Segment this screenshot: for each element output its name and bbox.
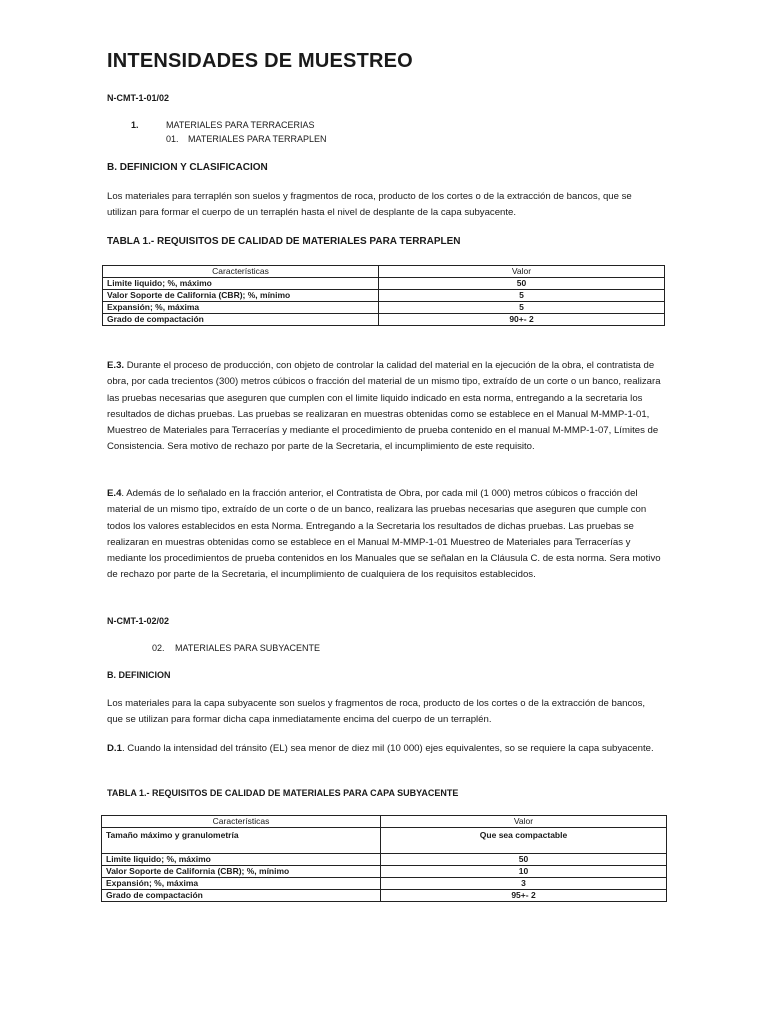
table-row bbox=[103, 290, 665, 302]
row-value: 3 bbox=[381, 878, 667, 890]
header-caracteristicas: Características bbox=[102, 816, 381, 828]
e4-paragraph bbox=[107, 486, 663, 584]
row-value: 5 bbox=[379, 290, 665, 302]
table-row bbox=[102, 854, 667, 866]
row-value: 90+- 2 bbox=[379, 314, 665, 326]
row-characteristic: Expansión; %, máxima bbox=[103, 302, 379, 314]
e4-label: E.4 bbox=[107, 488, 122, 499]
table-header-row bbox=[103, 266, 665, 278]
header-caracteristicas: Características bbox=[103, 266, 379, 278]
table-row bbox=[103, 314, 665, 326]
row-characteristic: Valor Soporte de California (CBR); %, mínimo bbox=[103, 290, 379, 302]
item-1-number: 1. bbox=[131, 120, 139, 130]
table-row bbox=[103, 278, 665, 290]
item-1-sub-number: 01. bbox=[166, 134, 179, 144]
subyacente-definition-paragraph: Los materiales para la capa subyacente son suelos y fragmentos de roca, producto de los cortes o de la extracción de bancos, que se utilizan para formar dicha capa inmediatamente encima del cuerpo de un terraplén. bbox=[107, 698, 646, 726]
table-row bbox=[102, 866, 667, 878]
d1-label: D.1 bbox=[107, 743, 122, 754]
e3-label: E.3. bbox=[107, 360, 125, 371]
table-row bbox=[102, 828, 667, 854]
row-characteristic: Grado de compactación bbox=[102, 890, 381, 902]
table-header-row bbox=[102, 816, 667, 828]
row-characteristic: Valor Soporte de California (CBR); %, mínimo bbox=[102, 866, 381, 878]
subyacente-requirements-table bbox=[101, 815, 667, 902]
table-row bbox=[103, 302, 665, 314]
terraplen-requirements-table bbox=[102, 265, 665, 326]
definition-paragraph: Los materiales para terraplén son suelos y fragmentos de roca, producto de los cortes o de la extracción de bancos, que se utilizan para formar el cuerpo de un terraplén hasta el nivel de desplante de la capa subyacente. bbox=[107, 191, 632, 219]
row-characteristic: Limite liquido; %, máximo bbox=[102, 854, 381, 866]
row-characteristic: Limite liquido; %, máximo bbox=[103, 278, 379, 290]
document-title: INTENSIDADES DE MUESTREO bbox=[107, 50, 413, 72]
norm-code-1: N-CMT-1-01/02 bbox=[107, 93, 170, 103]
table-1-title: TABLA 1.- REQUISITOS DE CALIDAD DE MATERIALES PARA TERRAPLEN bbox=[107, 236, 461, 247]
d1-paragraph bbox=[107, 741, 663, 757]
row-value: Que sea compactable bbox=[381, 828, 667, 854]
item-1-sub-label: MATERIALES PARA TERRAPLEN bbox=[188, 134, 327, 144]
section-b2-heading: B. DEFINICION bbox=[107, 670, 171, 680]
row-value: 5 bbox=[379, 302, 665, 314]
norm-code-2: N-CMT-1-02/02 bbox=[107, 616, 170, 626]
row-value: 95+- 2 bbox=[381, 890, 667, 902]
row-value: 50 bbox=[381, 854, 667, 866]
table-row bbox=[102, 878, 667, 890]
item-2-number: 02. bbox=[152, 643, 165, 653]
item-2-label: MATERIALES PARA SUBYACENTE bbox=[175, 643, 321, 653]
header-valor: Valor bbox=[379, 266, 665, 278]
row-value: 10 bbox=[381, 866, 667, 878]
row-characteristic: Expansión; %, máxima bbox=[102, 878, 381, 890]
e3-paragraph bbox=[107, 358, 663, 456]
e3-text: Durante el proceso de producción, con objeto de controlar la calidad del material en la ejecución de la obra, el contratista de obra, por cada trecientos (300) metros cúbicos o fracción del material de un mismo tipo, extraído de un corte o un banco, realizara las pruebas necesarias que aseguren que cumplen con el limite liquido indicado en esta norma, entregando a la secretaria los resultados de dichas pruebas. Las pruebas se realizaran en muestras obtenidas como se establece en el Manual M-MMP-1-01, Muestreo de Materiales para Terracerías y mediante el procedimiento de prueba contenido en el manual M-MMP-1-07, Límites de Consistencia. Sera motivo de rechazo por parte de la Secretaria, el incumplimiento de este requisito. bbox=[107, 360, 661, 453]
row-characteristic: Tamaño máximo y granulometría bbox=[102, 828, 381, 854]
table-row bbox=[102, 890, 667, 902]
header-valor: Valor bbox=[381, 816, 667, 828]
d1-text: . Cuando la intensidad del tránsito (EL) sea menor de diez mil (10 000) ejes equivalentes, so se requiere la capa subyacente. bbox=[121, 743, 654, 754]
e4-text: . Además de lo señalado en la fracción anterior, el Contratista de Obra, por cada mil (1 000) metros cúbicos o fracción del material de un mismo tipo, extraído de un corte o de un banco, realizara las pruebas necesarias que aseguren que cumple con todos los valores establecidos en esta Norma. Entregando a la Secretaria los resultados de dichas pruebas. Las pruebas se realizaran en muestras obtenidas como se establece en el Manual M-MMP-1-01 Muestreo de Materiales para Terracerías y mediante los procedimientos de prueba contenidos en los Manuales que se señalan en la Cláusula C. de esta norma. Sera motivo de rechazo por parte de la Secretaria, el incumplimiento de cualquiera de los requisitos establecidos. bbox=[107, 488, 661, 581]
section-b-heading: B. DEFINICION Y CLASIFICACION bbox=[107, 162, 268, 173]
row-characteristic: Grado de compactación bbox=[103, 314, 379, 326]
table-2-title: TABLA 1.- REQUISITOS DE CALIDAD DE MATERIALES PARA CAPA SUBYACENTE bbox=[107, 788, 459, 798]
row-value: 50 bbox=[379, 278, 665, 290]
item-1-label: MATERIALES PARA TERRACERIAS bbox=[166, 120, 315, 130]
